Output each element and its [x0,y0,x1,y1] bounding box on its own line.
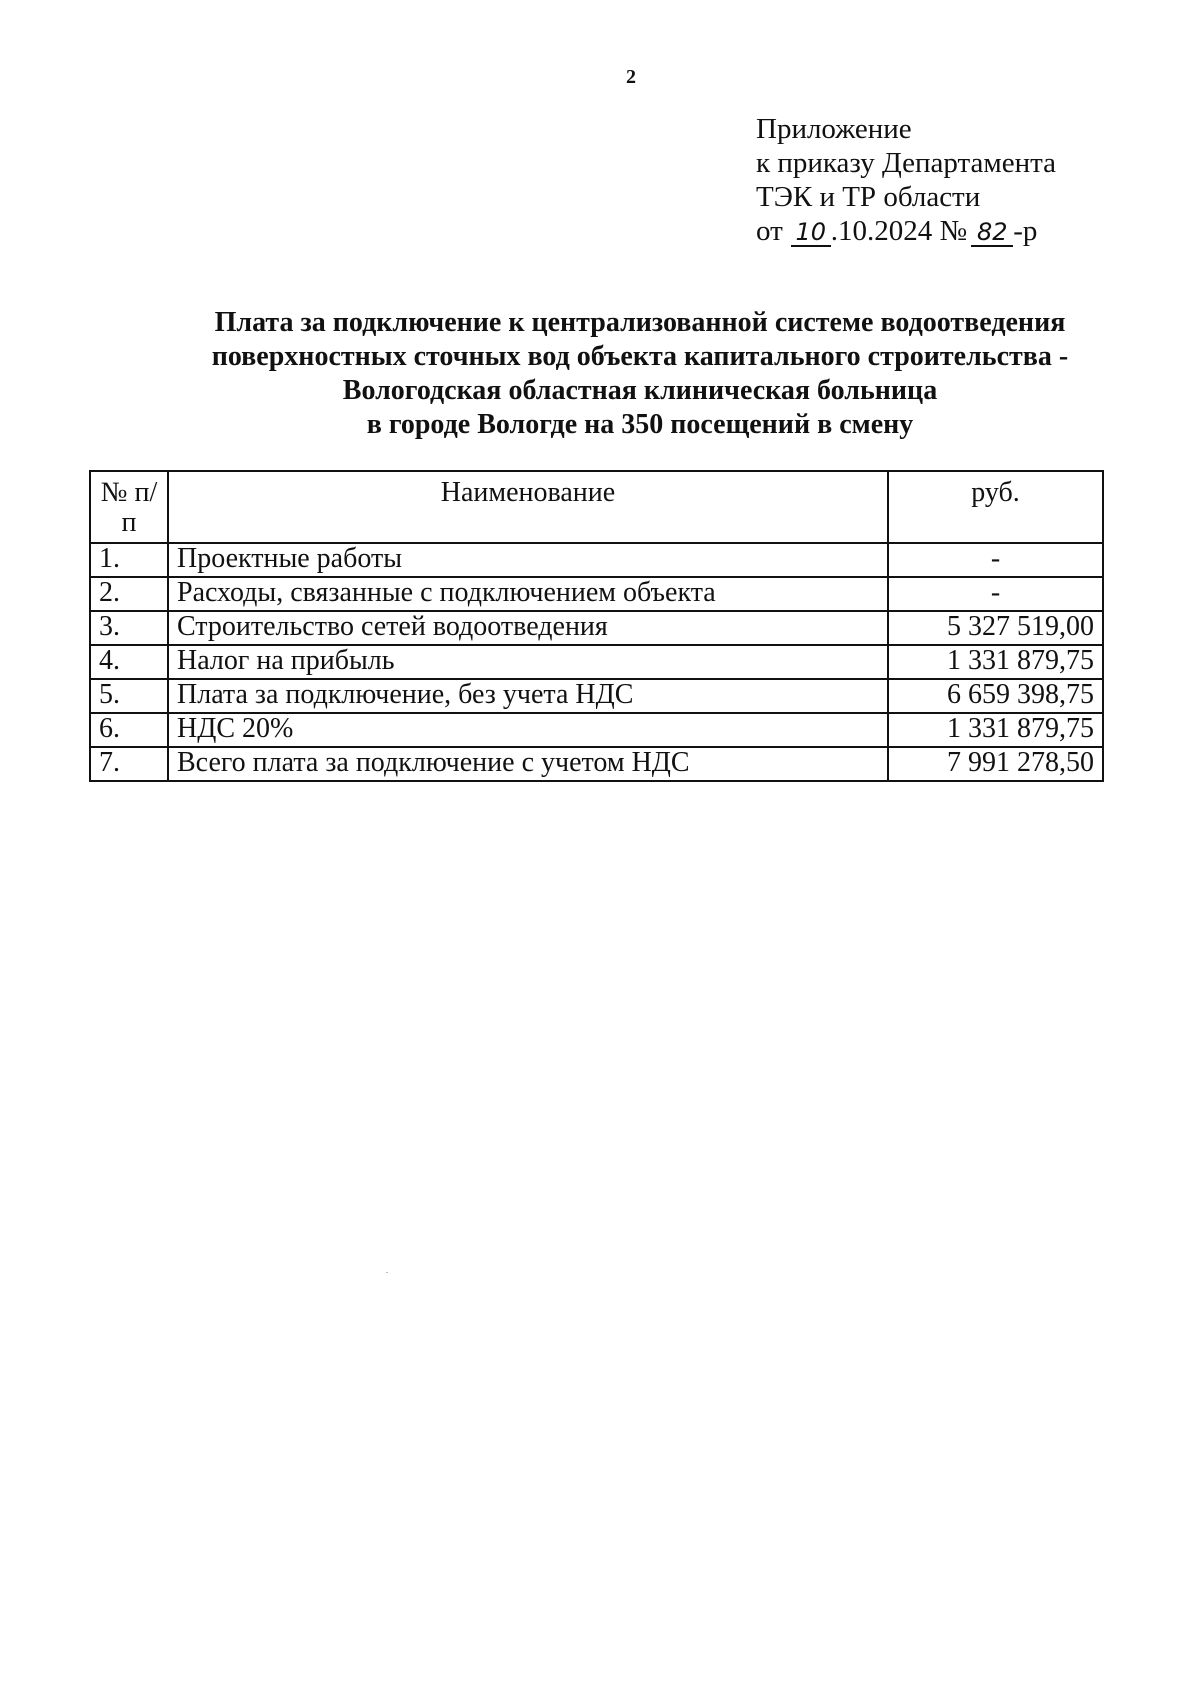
title-line-3: Вологодская областная клиническая больница [342,375,938,406]
appendix-date-line [756,214,1056,248]
appendix-header [756,112,1056,248]
row-value: - [888,577,1103,611]
page-number: 2 [626,66,636,88]
row-name: Налог на прибыль [168,645,888,679]
document-title [150,306,1130,442]
row-name: Строительство сетей водоотведения [168,611,888,645]
row-num: 6. [90,713,168,747]
row-num: 7. [90,747,168,781]
handwritten-order-number: 82 [971,219,1013,247]
header-num: № п/п [90,471,168,543]
row-value: 1 331 879,75 [888,645,1103,679]
row-value: 1 331 879,75 [888,713,1103,747]
title-line-2: поверхностных сточных вод объекта капитального строительства - [211,341,1069,372]
handwritten-day: 10 [791,219,831,247]
row-value: 6 659 398,75 [888,679,1103,713]
table-row [90,577,1103,611]
scan-speck [386,1272,388,1273]
row-num: 1. [90,543,168,577]
appendix-line-3: ТЭК и ТР области [756,181,981,213]
row-num: 4. [90,645,168,679]
row-name: Расходы, связанные с подключением объекта [168,577,888,611]
table-row [90,713,1103,747]
row-num: 3. [90,611,168,645]
row-num: 2. [90,577,168,611]
table-row [90,645,1103,679]
date-prefix: от [756,215,783,247]
table-row [90,611,1103,645]
appendix-line-2: к приказу Департамента [756,147,1057,179]
row-value: - [888,543,1103,577]
title-line-4: в городе Вологде на 350 посещений в смену [366,409,914,440]
row-value: 5 327 519,00 [888,611,1103,645]
date-rest: .10.2024 № [830,215,968,247]
fee-table [89,470,1104,782]
row-name: Проектные работы [168,543,888,577]
row-num: 5. [90,679,168,713]
table-row [90,679,1103,713]
row-name: Всего плата за подключение с учетом НДС [168,747,888,781]
table-row [90,543,1103,577]
header-rub: руб. [888,471,1103,543]
order-suffix: -р [1013,215,1038,247]
table-row [90,747,1103,781]
row-name: НДС 20% [168,713,888,747]
header-name: Наименование [168,471,888,543]
table-header-row [90,471,1103,543]
title-line-1: Плата за подключение к централизованной системе водоотведения [214,307,1066,338]
appendix-line-1: Приложение [756,113,912,145]
row-value: 7 991 278,50 [888,747,1103,781]
row-name: Плата за подключение, без учета НДС [168,679,888,713]
